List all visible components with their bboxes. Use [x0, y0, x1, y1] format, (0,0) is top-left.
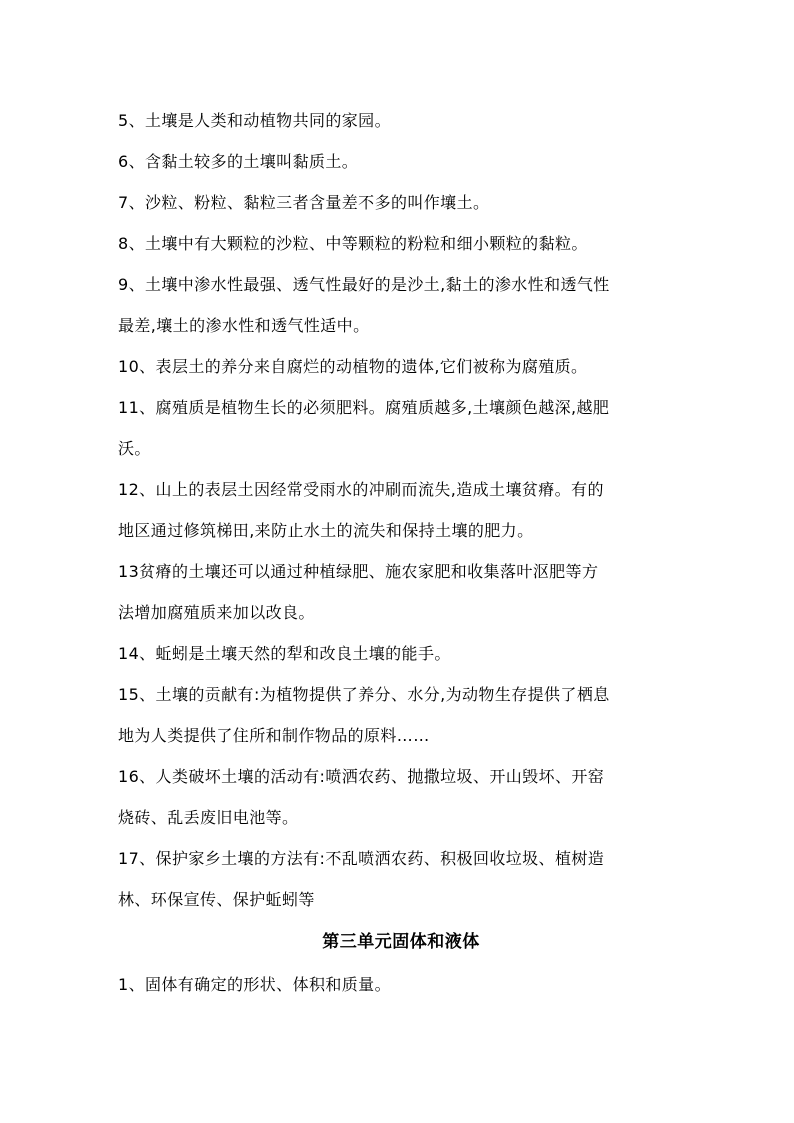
text-line: 16、人类破坏土壤的活动有:喷洒农药、抛撒垃圾、开山毁坏、开窑	[118, 767, 605, 786]
text-line: 17、保护家乡土壤的方法有:不乱喷洒农药、积极回收垃圾、植树造	[118, 849, 605, 868]
text-line: 6、含黏土较多的土壤叫黏质土。	[118, 152, 359, 171]
text-line: 法增加腐殖质来加以改良。	[118, 603, 315, 622]
text-line: 地为人类提供了住所和制作物品的原料……	[118, 726, 430, 745]
text-line: 1、固体有确定的形状、体积和质量。	[118, 975, 391, 994]
text-line: 8、土壤中有大颗粒的沙粒、中等颗粒的粉粒和细小颗粒的黏粒。	[118, 234, 588, 253]
text-line: 9、土壤中渗水性最强、透气性最好的是沙土,黏土的渗水性和透气性	[118, 275, 610, 294]
text-line: 13贫瘠的土壤还可以通过种植绿肥、施农家肥和收集落叶沤肥等方	[118, 562, 599, 581]
text-line: 地区通过修筑梯田,来防止水土的流失和保持土壤的肥力。	[118, 521, 534, 540]
text-line: 11、腐殖质是植物生长的必须肥料。腐殖质越多,土壤颜色越深,越肥	[118, 398, 610, 417]
text-line: 林、环保宣传、保护蚯蚓等	[118, 890, 315, 909]
text-line: 烧砖、乱丢废旧电池等。	[118, 808, 299, 827]
text-line: 10、表层土的养分来自腐烂的动植物的遗体,它们被称为腐殖质。	[118, 357, 588, 376]
text-line: 最差,壤土的渗水性和透气性适中。	[118, 316, 370, 335]
section-heading: 第三单元固体和液体	[322, 932, 480, 952]
text-line: 14、蚯蚓是土壤天然的犁和改良土壤的能手。	[118, 644, 451, 663]
document-body	[118, 100, 678, 1005]
text-line: 5、土壤是人类和动植物共同的家园。	[118, 111, 391, 130]
text-line: 7、沙粒、粉粒、黏粒三者含量差不多的叫作壤土。	[118, 193, 490, 212]
text-line: 沃。	[118, 439, 151, 458]
text-line: 12、山上的表层土因经常受雨水的冲刷而流失,造成土壤贫瘠。有的	[118, 480, 604, 499]
text-line: 15、土壤的贡献有:为植物提供了养分、水分,为动物生存提供了栖息	[118, 685, 610, 704]
